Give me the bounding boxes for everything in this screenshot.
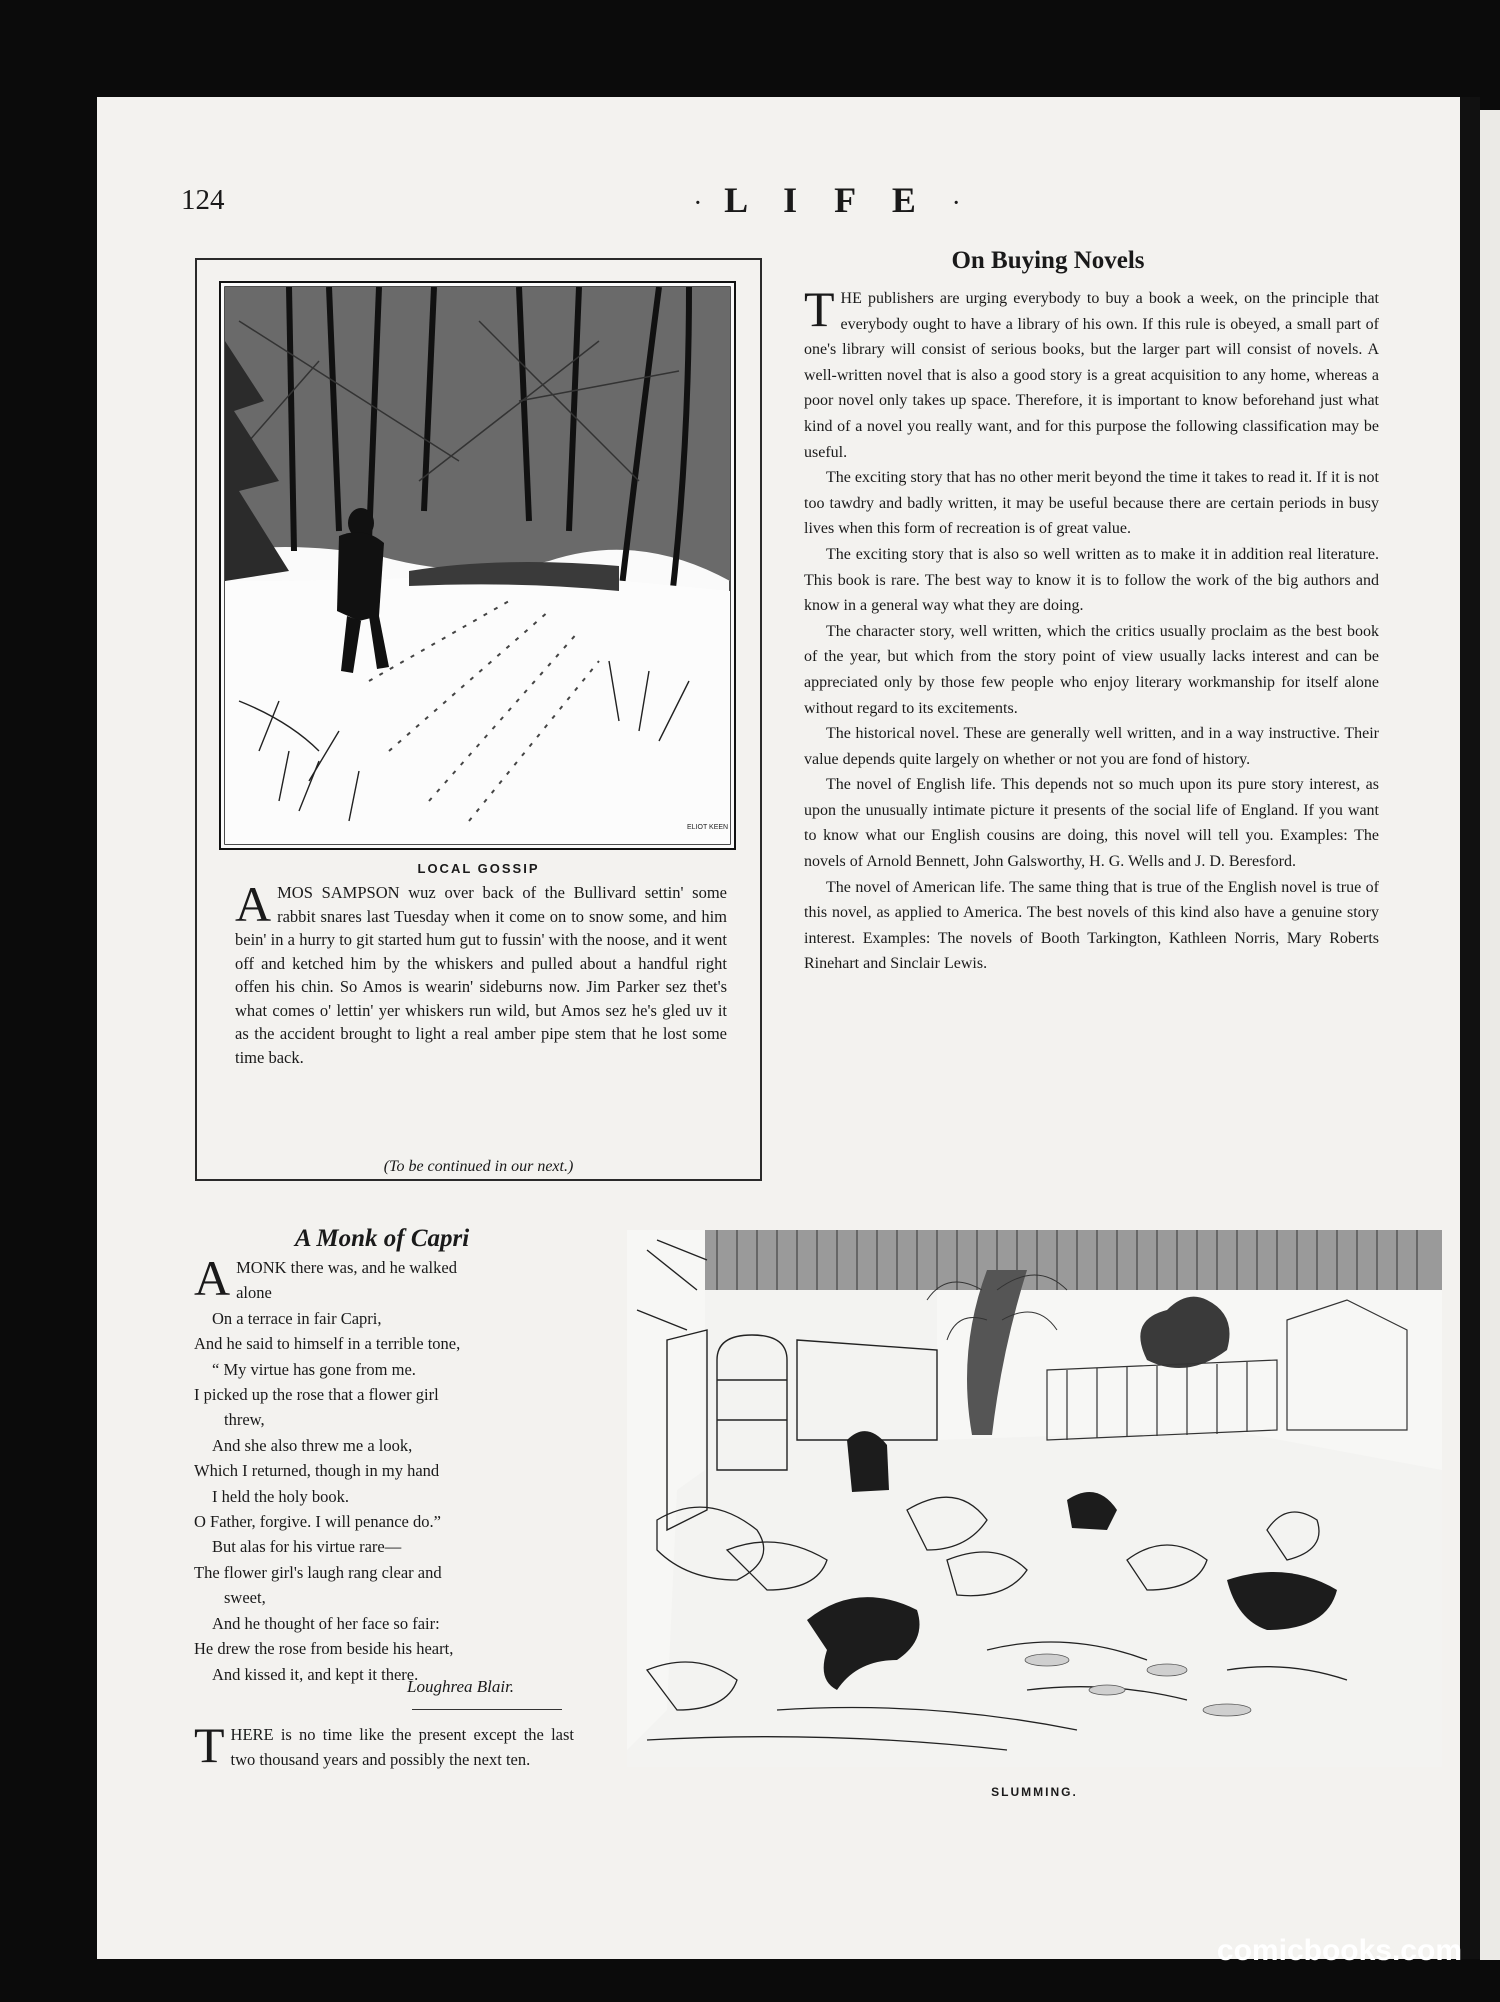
poem-line: And he thought of her face so fair:: [212, 1613, 440, 1633]
poem-line: But alas for his virtue rare—: [212, 1537, 402, 1557]
article-paragraph: The exciting story that has no other merit beyond the time it takes to read it. If it is not too tawdry and badly written, it may be useful because there are certain periods in busy lives when this form of recreation is of great value.: [804, 469, 1379, 538]
epigram: [194, 1717, 574, 1773]
page-gutter: [1460, 97, 1480, 1959]
local-gossip-body: MOS SAMPSON wuz over back of the Bullivard settin' some rabbit snares last Tuesday when it come on to snow some, and him bein' in a hurry to git started hum gut to fussin' with the noose, and it went off and ketched him by the whiskers and pulled about a handful right offen his chin. So Amos is wearin' sideburns now. Jim Parker sez thet's what comes o' lettin' yer whiskers run wild, but Amos sez he's gled uv it as the accident brought to light a real amber pipe stem that he lost some time back.: [235, 883, 727, 1067]
epigram-text: HERE is no time like the present except the last two thousand years and possibly the next ten.: [230, 1725, 574, 1769]
slumming-illustration: [627, 1230, 1442, 1767]
poem-author: Loughrea Blair.: [407, 1677, 515, 1696]
poem-line: He drew the rose from beside his heart,: [194, 1639, 454, 1659]
poem-line: I held the holy book.: [212, 1486, 350, 1506]
article-paragraph: The character story, well written, which the critics usually proclaim as the best book of the year, but which from the story point of view usually lacks interest and can be appreciated only by those few people who enjoy literary workmanship for itself alone without regard to its excitements.: [804, 622, 1379, 717]
magazine-title-text: L I F E: [724, 180, 930, 220]
article-paragraph-text: HE publishers are urging everybody to buy a book a week, on the principle that everybody ought to have a library of his own. If this rule is obeyed, a small part of one's library will consist of serious books, but the larger part will consist of novels. A well-written novel that is also a good story is a great acquisition to any home, whereas a poor novel only takes up space. Therefore, it is important to know beforehand just what kind of a novel you really want, and for this purpose the following classification may be useful.: [804, 290, 1379, 461]
poem-line: O Father, forgive. I will penance do.”: [194, 1512, 441, 1532]
article-paragraph: The novel of American life. The same thing that is true of the English novel is true of this novel, as applied to America. The best novels of this kind also have a genuine story interest. Examples: The novels of Booth Tarkington, Kathleen Norris, Mary Roberts Rinehart and Sinclair Lewis.: [804, 878, 1379, 973]
local-gossip-box: [195, 258, 762, 1181]
poem-line: sweet,: [224, 1588, 266, 1608]
epigram-drop-cap: T: [194, 1717, 225, 1773]
local-gossip-text: [235, 876, 727, 1069]
poem-line: MONK there was, and he walked: [236, 1258, 457, 1277]
local-gossip-drop-cap: A: [235, 876, 272, 932]
magazine-title: · L I F E ·: [694, 180, 960, 220]
poem-drop-cap: A: [194, 1250, 231, 1306]
article-paragraph: The historical novel. These are generally well written, and in a way instructive. Their value depends quite largely on whether or not you are fond of history.: [804, 725, 1379, 768]
winter-snare-illustration: [219, 281, 736, 850]
poem-line: alone: [236, 1283, 272, 1303]
article-paragraph: The exciting story that is also so well written as to make it in addition real literature. This book is rare. The best way to know it is to follow the work of the big authors and know in a general way what they are doing.: [804, 545, 1379, 615]
monk-of-capri-title: A Monk of Capri: [294, 1225, 470, 1252]
poem-divider: [412, 1709, 562, 1710]
poem-line: “ My virtue has gone from me.: [212, 1359, 416, 1379]
site-watermark: comicbooks.com: [1216, 1934, 1462, 1967]
poem-line: On a terrace in fair Capri,: [212, 1308, 382, 1328]
page-number: 124: [181, 184, 225, 216]
monk-of-capri-poem: [194, 1250, 574, 1687]
poem-line: And she also threw me a look,: [212, 1435, 413, 1455]
slumming-caption: SLUMMING.: [991, 1785, 1078, 1799]
on-buying-novels-title: On Buying Novels: [951, 247, 1145, 274]
poem-line: Which I returned, though in my hand: [194, 1461, 440, 1481]
adjacent-page-edge: [1480, 110, 1500, 1960]
article-paragraph: [804, 281, 1379, 465]
poem-line: threw,: [224, 1410, 265, 1430]
article-drop-cap: T: [804, 281, 835, 337]
poem-line: And he said to himself in a terrible tone,: [194, 1334, 461, 1354]
local-gossip-continued: (To be continued in our next.): [383, 1158, 574, 1175]
poem-line: The flower girl's laugh rang clear and: [194, 1562, 442, 1582]
poem-line: I picked up the rose that a flower girl: [194, 1385, 439, 1405]
svg-text:ELIOT KEEN: ELIOT KEEN: [687, 824, 729, 831]
poem-line: And kissed it, and kept it there.: [212, 1664, 419, 1684]
local-gossip-caption: LOCAL GOSSIP: [417, 861, 540, 876]
article-paragraph: The novel of English life. This depends not so much upon its pure story interest, as upon the unusually intimate picture it presents of the social life of England. If you want to know what our English cousins are doing, this novel will tell you. Examples: The novels of Arnold Bennett, John Galsworthy, H. G. Wells and J. D. Beresford.: [804, 776, 1379, 871]
on-buying-novels-article: [804, 281, 1379, 977]
magazine-page: [97, 97, 1467, 1959]
